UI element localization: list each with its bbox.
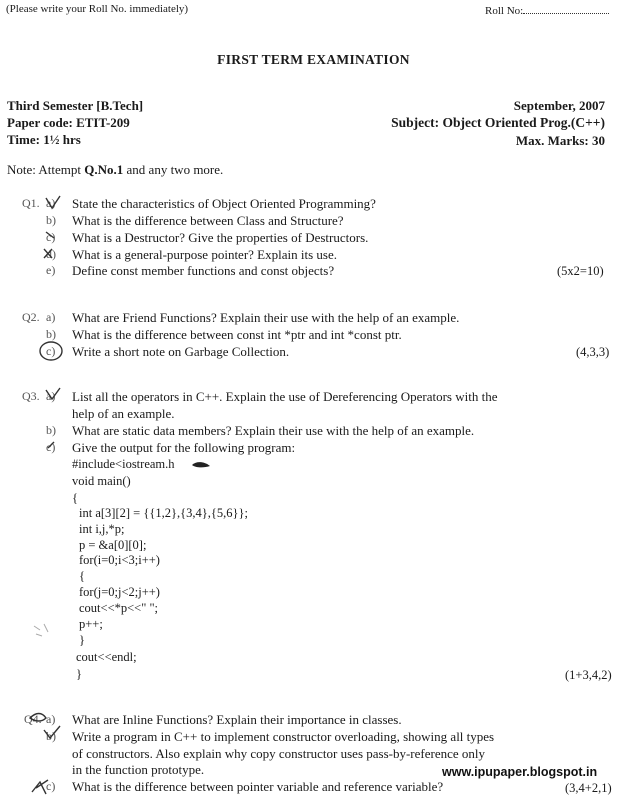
- max-marks: Max. Marks: 30: [515, 133, 605, 148]
- note-prefix: Note: Attempt: [7, 162, 85, 177]
- tick-mark-d: [44, 249, 52, 258]
- code-line: void main(): [72, 474, 131, 488]
- q1-marks: (5x2=10): [557, 264, 604, 278]
- q2-label-b: b): [46, 327, 56, 341]
- tick-mark-c: [46, 232, 54, 238]
- q4-handwritten-marks: [28, 710, 68, 798]
- code-line: p++;: [79, 617, 103, 631]
- code-line: for(i=0;i<3;i++): [79, 553, 160, 567]
- q4-item-c: What is the difference between pointer variable and reference variable?: [72, 779, 444, 794]
- q2-label-c: c): [46, 344, 56, 358]
- q3-item-a-line2: help of an example.: [72, 406, 175, 421]
- roll-blank-line: [523, 3, 609, 14]
- q3-handwritten-marks: [40, 386, 70, 458]
- code-line: {: [79, 569, 85, 583]
- code-line: }: [79, 633, 85, 647]
- code-line: }: [76, 667, 82, 681]
- q4-label-a: a): [46, 712, 56, 726]
- tick-mark-q4b: [44, 726, 60, 738]
- q4-marks: (3,4+2,1): [565, 781, 612, 795]
- attempt-note: [7, 162, 223, 178]
- code-line: int i,j,*p;: [79, 522, 125, 536]
- q4-label-c: c): [46, 779, 56, 793]
- q1-label-c: c): [46, 230, 56, 244]
- q1-item-c: What is a Destructor? Give the properties of Destructors.: [72, 230, 369, 245]
- q3-marks: (1+3,4,2): [565, 668, 612, 682]
- q3-item-c: Give the output for the following program:: [72, 440, 296, 455]
- note-suffix: and any two more.: [123, 162, 224, 177]
- subject: Subject: Object Oriented Prog.(C++): [391, 115, 605, 130]
- code-line: {: [72, 491, 78, 505]
- code-line: p = &a[0][0];: [79, 538, 147, 552]
- scribble-mark-q4c: [32, 780, 48, 794]
- paper-code: Paper code: ETIT-209: [7, 115, 130, 130]
- q2-marks: (4,3,3): [576, 345, 610, 359]
- watermark-url: www.ipupaper.blogspot.in: [442, 765, 598, 779]
- exam-date: September, 2007: [513, 98, 605, 113]
- q2-handwritten-circle: [36, 340, 66, 364]
- roll-number-field: [485, 3, 609, 17]
- roll-instruction: (Please write your Roll No. immediately): [6, 3, 189, 15]
- q3-label-c: c): [46, 440, 56, 454]
- q4-number: Q4.: [24, 712, 42, 726]
- exam-title: FIRST TERM EXAMINATION: [217, 52, 410, 67]
- blot-shape: [192, 462, 210, 467]
- code-line: #include<iostream.h: [72, 457, 175, 471]
- q3-label-b: b): [46, 423, 56, 437]
- q3-item-a-line1: List all the operators in C++. Explain the use of Dereferencing Operators with the: [72, 389, 498, 404]
- q1-number: Q1.: [22, 196, 40, 210]
- q4-item-b-line2: of constructors. Also explain why copy constructor uses pass-by-reference only: [72, 746, 485, 761]
- q1-item-a: State the characteristics of Object Oriented Programming?: [72, 196, 376, 211]
- q2-item-c: Write a short note on Garbage Collection.: [72, 344, 290, 359]
- semester: Third Semester [B.Tech]: [7, 98, 144, 113]
- tick-mark-q3c: [48, 442, 54, 448]
- q1-item-e: Define const member functions and const objects?: [72, 263, 335, 278]
- q1-label-e: e): [46, 263, 56, 277]
- q2-number: Q2.: [22, 310, 40, 324]
- q2-label-a: a): [46, 310, 56, 324]
- q2-item-a: What are Friend Functions? Explain their use with the help of an example.: [72, 310, 460, 325]
- q4-item-b-line3: in the function prototype.: [72, 762, 205, 777]
- q1-label-d: d): [46, 247, 56, 261]
- q1-item-d: What is a general-purpose pointer? Explain its use.: [72, 247, 337, 262]
- circle-mark-q4: [30, 714, 46, 722]
- q3-number: Q3.: [22, 389, 40, 403]
- q1-label-b: b): [46, 213, 56, 227]
- ink-blot-mark: [190, 460, 214, 470]
- q1-label-a: a): [46, 196, 56, 210]
- q3-label-a: a): [46, 389, 56, 403]
- code-line: cout<<endl;: [76, 650, 137, 664]
- tick-mark-q3a: [46, 388, 60, 399]
- tick-mark-a: [46, 196, 60, 208]
- q2-item-b: What is the difference between const int *ptr and int *const ptr.: [72, 327, 402, 342]
- margin-pencil-marks: [30, 620, 60, 640]
- circle-mark-c: [40, 342, 62, 360]
- note-bold: Q.No.1: [84, 162, 124, 177]
- q1-item-b: What is the difference between Class and Structure?: [72, 213, 344, 228]
- code-line: for(j=0;j<2;j++): [79, 585, 160, 599]
- q4-item-b-line1: Write a program in C++ to implement constructor overloading, showing all types: [72, 729, 495, 744]
- q4-item-a: What are Inline Functions? Explain their importance in classes.: [72, 712, 402, 727]
- roll-label: Roll No:: [485, 5, 524, 17]
- q4-label-b: b): [46, 729, 56, 743]
- q3-item-b: What are static data members? Explain their use with the help of an example.: [72, 423, 475, 438]
- exam-time: Time: 1½ hrs: [7, 132, 81, 147]
- pencil-stroke: [34, 624, 48, 636]
- q1-handwritten-marks: [40, 194, 70, 284]
- code-line: int a[3][2] = {{1,2},{3,4},{5,6}};: [79, 506, 248, 520]
- code-line: cout<<*p<<" ";: [79, 601, 159, 615]
